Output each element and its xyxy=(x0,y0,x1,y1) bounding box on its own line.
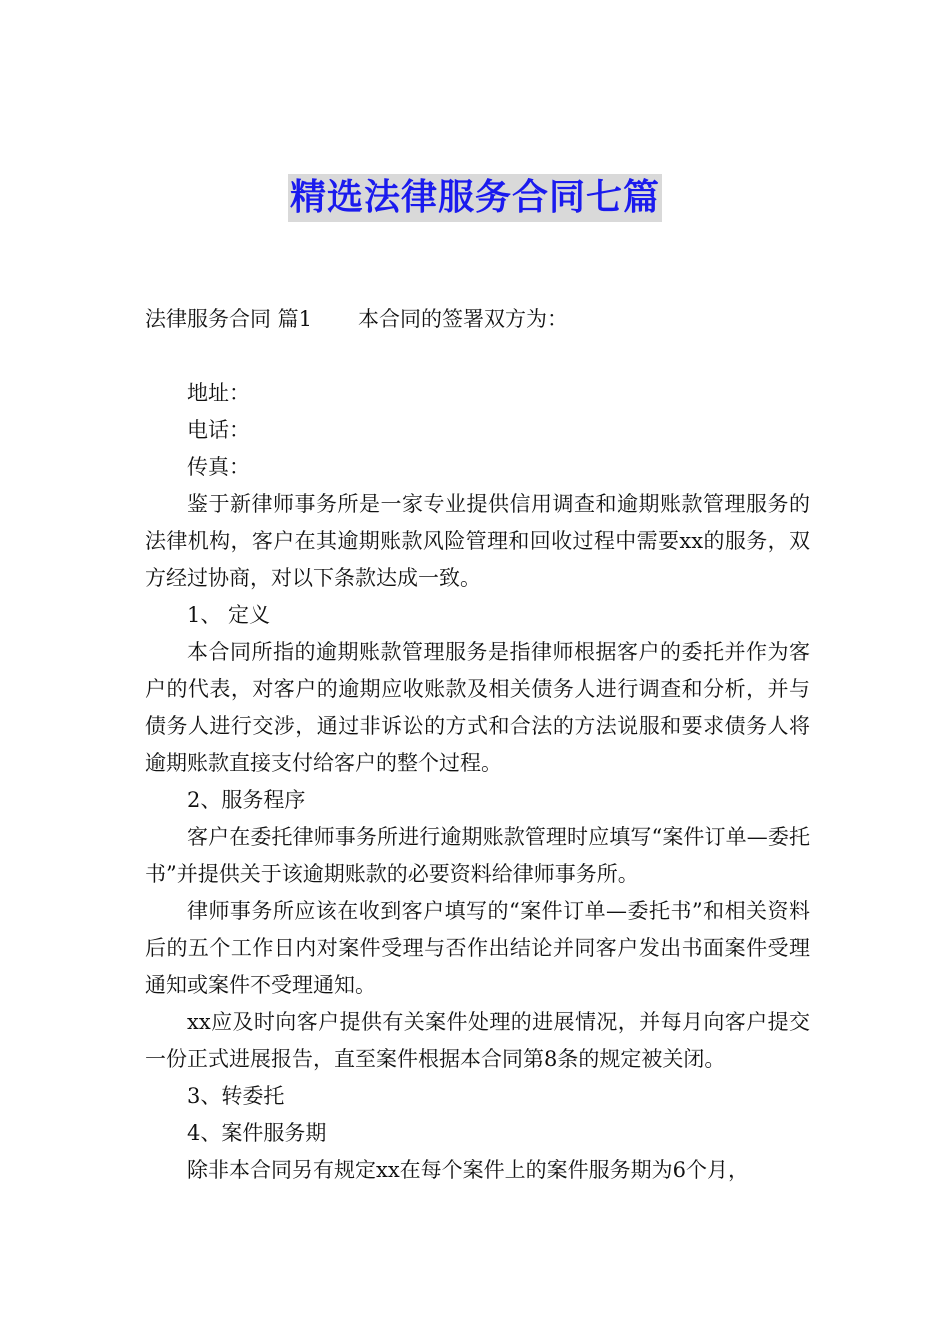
preamble-paragraph: 鉴于新律师事务所是一家专业提供信用调查和逾期账款管理服务的法律机构，客户在其逾期账款风险管理和回收过程中需要xx的服务，双方经过协商，对以下条款达成一致。 xyxy=(145,492,810,590)
title-container xyxy=(0,174,950,222)
contract-heading xyxy=(145,301,810,338)
section-definition-heading: 1、 定义 xyxy=(187,603,271,627)
section-subcontract-heading: 3、转委托 xyxy=(187,1084,285,1108)
signing-parties-label: 本合同的签署双方为： xyxy=(358,307,569,331)
definition-paragraph: 本合同所指的逾期账款管理服务是指律师根据客户的委托并作为客户的代表，对客户的逾期应收账款及相关债务人进行调查和分析，并与债务人进行交涉，通过非诉讼的方式和合法的方法说服和要求债务人将逾期账款直接支付给客户的整个过程。 xyxy=(145,640,810,775)
procedure-paragraph-1: 客户在委托律师事务所进行逾期账款管理时应填写“案件订单—委托书”并提供关于该逾期账款的必要资料给律师事务所。 xyxy=(145,825,810,886)
document-title: 精选法律服务合同七篇 xyxy=(288,174,662,222)
section-service-period-heading: 4、案件服务期 xyxy=(187,1121,327,1145)
contract-section-label: 法律服务合同 篇1 xyxy=(145,307,313,331)
procedure-paragraph-3: xx应及时向客户提供有关案件处理的进展情况，并每月向客户提交一份正式进展报告，直至案件根据本合同第8条的规定被关闭。 xyxy=(145,1010,810,1071)
address-line: 地址： xyxy=(187,381,250,405)
fax-line: 传真： xyxy=(187,455,250,479)
phone-line: 电话： xyxy=(187,418,250,442)
document-body xyxy=(145,301,810,1189)
service-period-paragraph: 除非本合同另有规定xx在每个案件上的案件服务期为6个月， xyxy=(187,1158,750,1182)
section-procedure-heading: 2、服务程序 xyxy=(187,788,306,812)
procedure-paragraph-2: 律师事务所应该在收到客户填写的“案件订单—委托书”和相关资料后的五个工作日内对案件受理与否作出结论并同客户发出书面案件受理通知或案件不受理通知。 xyxy=(145,899,810,997)
